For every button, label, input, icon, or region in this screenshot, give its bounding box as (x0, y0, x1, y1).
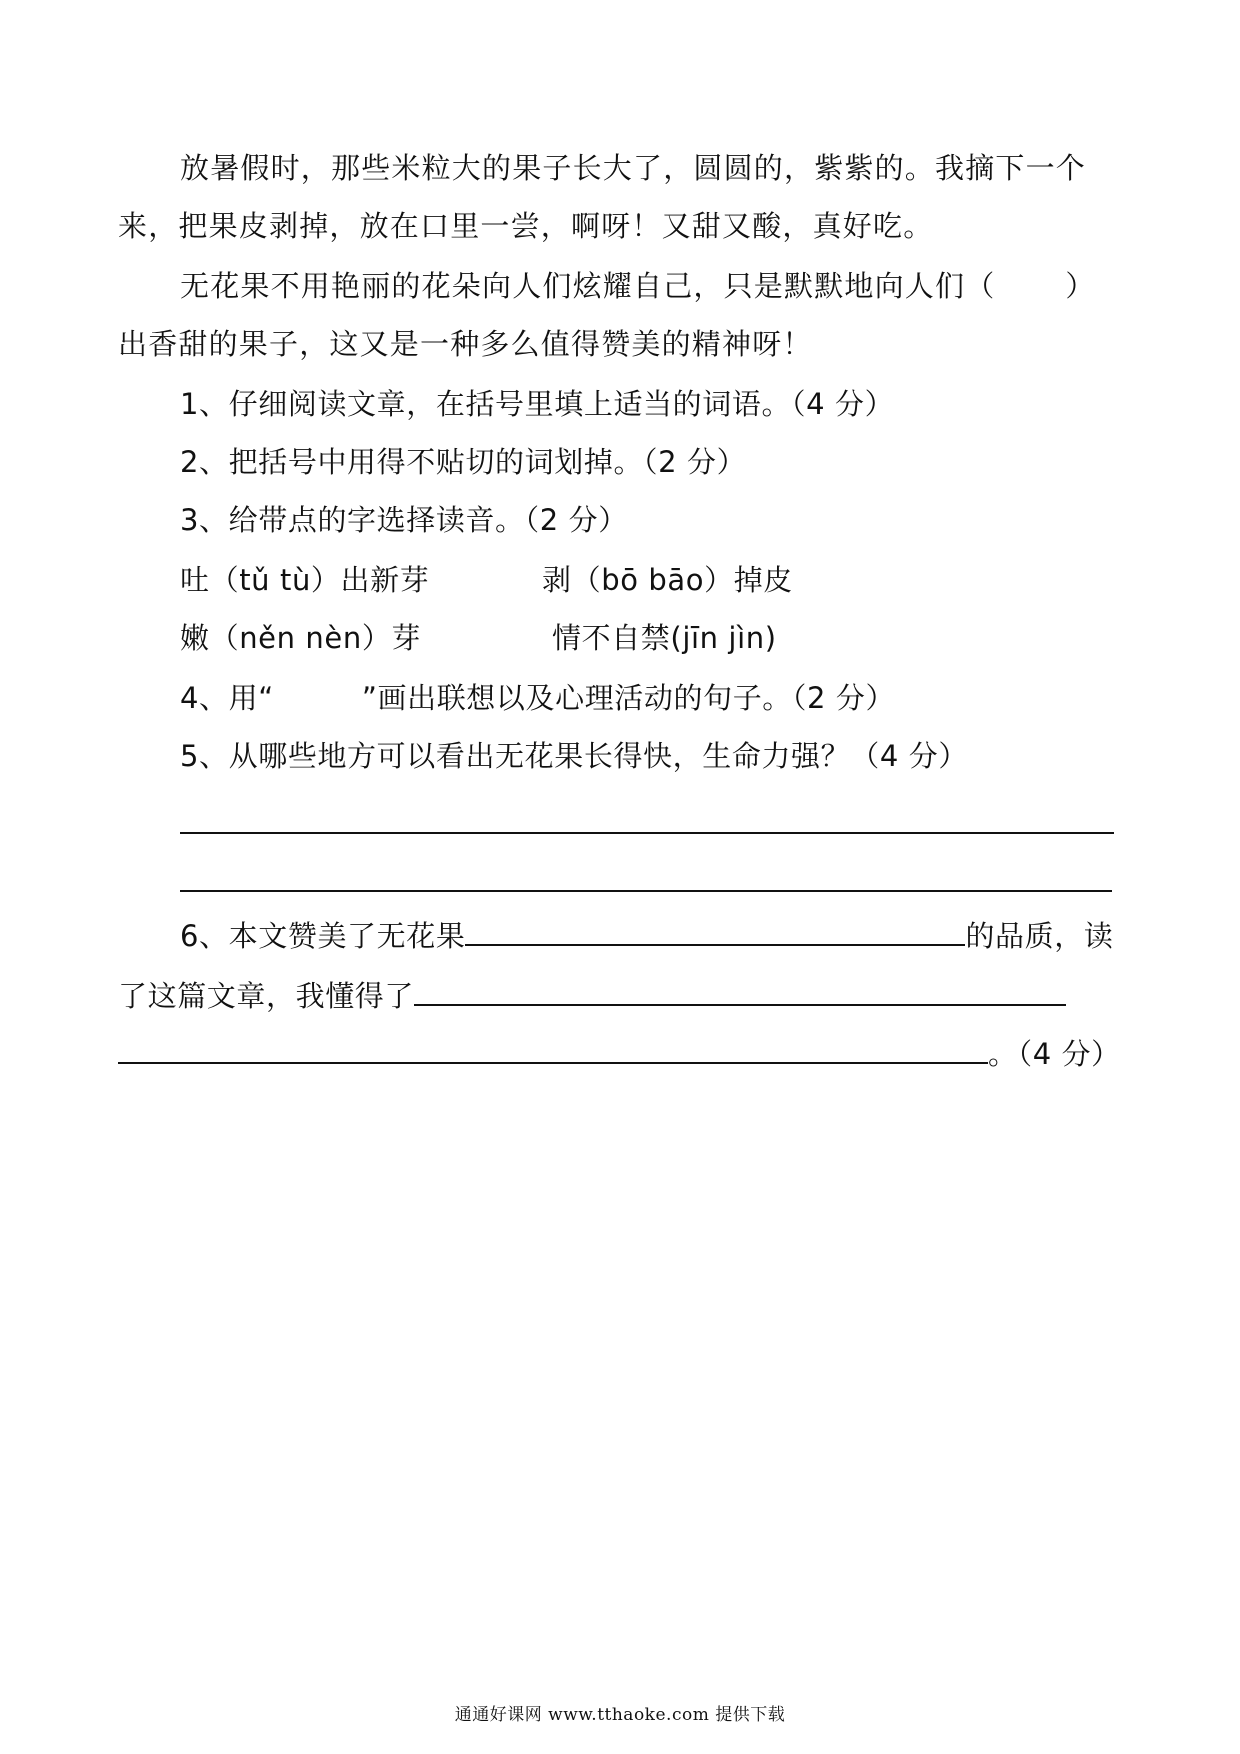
passage-line: 出香甜的果子，这又是一种多么值得赞美的精神呀！ (118, 327, 813, 361)
footer-credit: 通通好课网 www.tthaoke.com 提供下载 (454, 1705, 786, 1725)
answer-blank[interactable] (118, 1036, 988, 1064)
question-6-text: 6、本文赞美了无花果 (180, 919, 466, 953)
question-6 (180, 918, 1113, 954)
question-4-text: ”画出联想以及心理活动的句子。（2 分） (361, 681, 896, 715)
answer-blank[interactable] (465, 918, 965, 946)
passage-line: 放暑假时，那些米粒大的果子长大了，圆圆的，紫紫的。我摘下一个 (180, 151, 1087, 185)
passage-line: 来，把果皮剥掉，放在口里一尝，啊呀！又甜又酸，真好吃。 (118, 209, 934, 243)
answer-line[interactable] (180, 832, 1114, 834)
answer-line[interactable] (180, 890, 1112, 892)
question-2: 2、把括号中用得不贴切的词划掉。（2 分） (180, 445, 747, 479)
question-3: 3、给带点的字选择读音。（2 分） (180, 503, 628, 537)
question-5: 5、从哪些地方可以看出无花果长得快，生命力强？（4 分） (180, 739, 968, 773)
question-6-text: 的品质，读 (965, 919, 1114, 953)
pinyin-choice: 吐（tǔ tù）出新芽 (180, 563, 430, 597)
question-1: 1、仔细阅读文章，在括号里填上适当的词语。（4 分） (180, 387, 895, 421)
passage-text: 无花果不用艳丽的花朵向人们炫耀自己，只是默默地向人们（ (180, 269, 996, 303)
pinyin-choice: 情不自禁(jīn jìn) (552, 621, 777, 655)
wavy-underline-sample (274, 688, 362, 708)
pinyin-choice: 嫩（něn nèn）芽 (180, 621, 422, 655)
question-6-text: 。（4 分） (988, 1037, 1121, 1071)
passage-line (180, 268, 1096, 304)
question-6-text: 了这篇文章，我懂得了 (118, 979, 415, 1013)
closing-bracket: ） (1065, 269, 1096, 303)
question-4-text: 4、用“ (180, 681, 274, 715)
question-6-continued (118, 1036, 1121, 1072)
pinyin-choice: 剥（bō bāo）掉皮 (542, 563, 793, 597)
question-4 (180, 680, 895, 716)
question-6-continued (118, 978, 1066, 1014)
answer-blank[interactable] (414, 978, 1066, 1006)
